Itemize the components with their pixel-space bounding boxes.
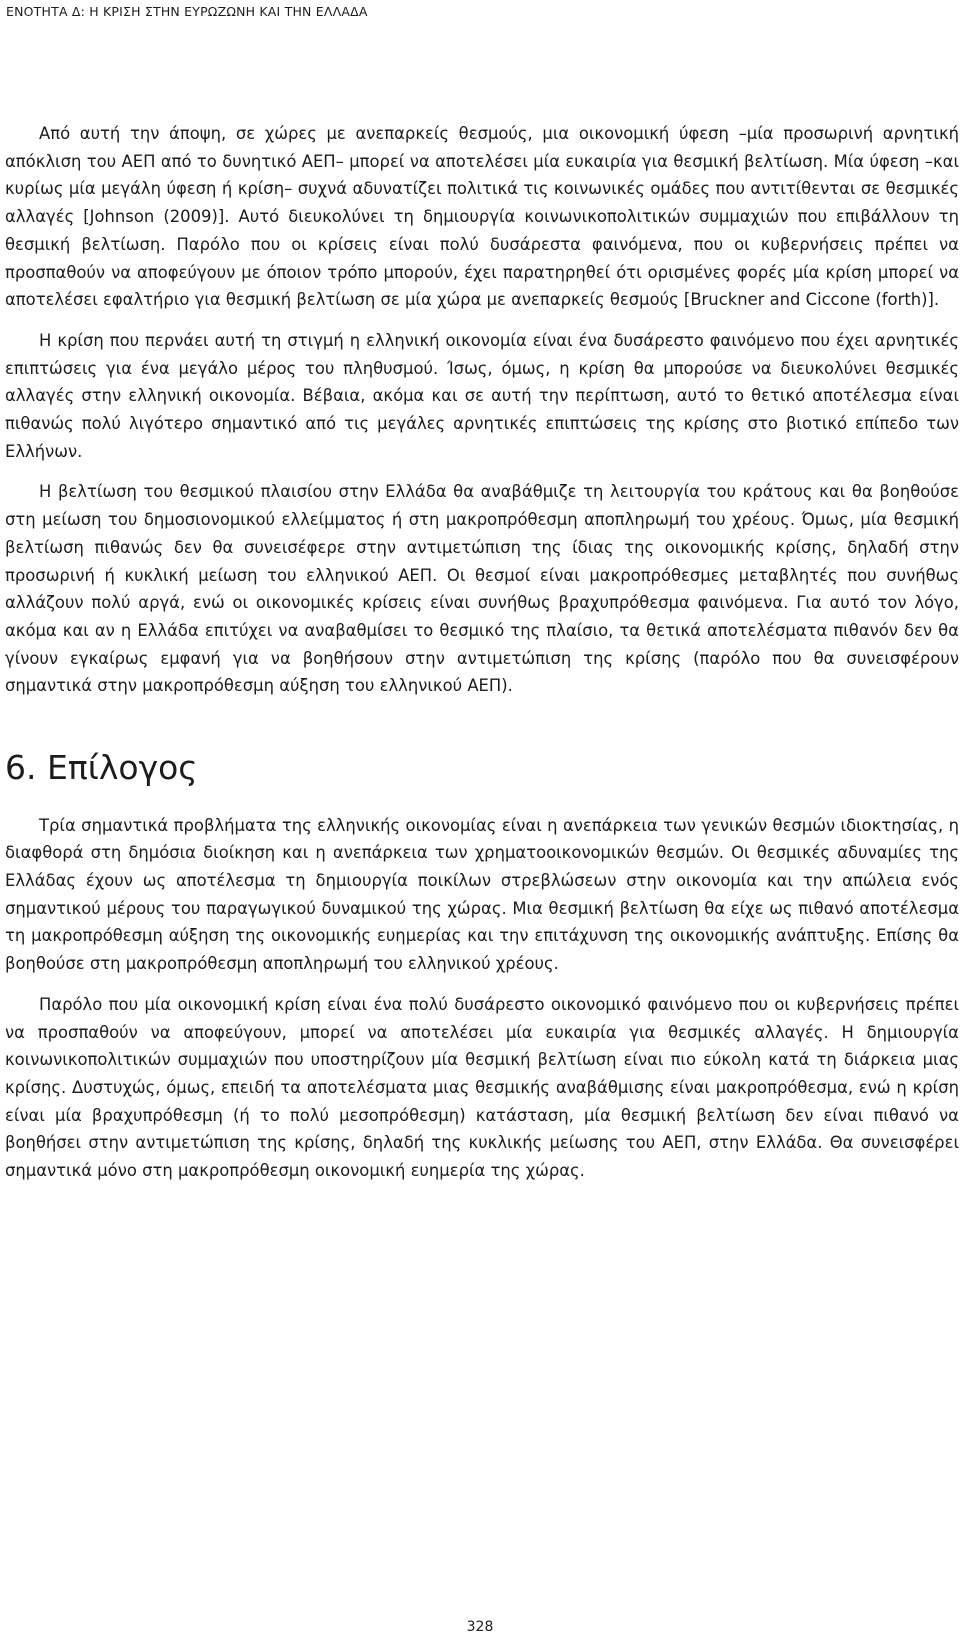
page-number: 328 xyxy=(466,1619,494,1635)
running-header: ΕΝΟΤΗΤΑ Δ: Η ΚΡΙΣΗ ΣΤΗΝ ΕΥΡΩΖΩΝΗ ΚΑΙ ΤΗΝ ΕΛΛΑΔΑ xyxy=(6,4,368,19)
paragraph: Παρόλο που μία οικονομική κρίση είναι ένα πολύ δυσάρεστο οικονομικό φαινόμενο που οι κυβερνήσεις πρέπει να προσπαθούν να αποφεύγουν, μπορεί να αποτελέσει μία ευκαιρία για θεσμικές αλλαγές. Η δημιουργία κοινωνικοπολιτικών συμμαχιών που υποστηρίζουν μία θεσμική βελτίωση είναι πιο εύκολη κατά τη διάρκεια μιας κρίσης. Δυστυχώς, όμως, επειδή τα αποτελέσματα μιας θεσμικής αναβάθμισης είναι μακροπρόθεσμα, ενώ η κρίση είναι μία βραχυπρόθεσμη (ή το πολύ μεσοπρόθεσμη) κατάσταση, μία θεσμική βελτίωση δεν είναι πιθανό να βοηθήσει στην αντιμετώπιση της κρίσης, δηλαδή της κυκλικής μείωσης του ΑΕΠ, στην Ελλάδα. Θα συνεισφέρει σημαντικά μόνο στη μακροπρόθεσμη οικονομική ευημερία της χώρας. xyxy=(5,994,959,1181)
section-heading: 6. Επίλογος xyxy=(5,748,198,788)
paragraph: Τρία σημαντικά προβλήματα της ελληνικής οικονομίας είναι η ανεπάρκεια των γενικών θεσμών ιδιοκτησίας, η διαφθορά στη δημόσια διοίκηση και η ανεπάρκεια των χρηματοοικονομικών θεσμών. Οι θεσμικές αδυναμίες της Ελλάδας έχουν ως αποτέλεσμα τη δημιουργία ποικίλων στρεβλώσεων στην οικονομία και την απώλεια ενός σημαντικού μέρους του παραγωγικού δυναμικού της χώρας. Μια θεσμική βελτίωση θα είχε ως πιθανό αποτέλεσμα τη μακροπρόθεσμη αύξηση της οικονομικής ευημερίας και την επιτάχυνση της οικονομικής ανάπτυξης. Επίσης θα βοηθούσε στη μακροπρόθεσμη αποπληρωμή του ελληνικού χρέους. xyxy=(5,815,959,974)
section-before-heading xyxy=(5,120,959,700)
paragraph: Από αυτή την άποψη, σε χώρες με ανεπαρκείς θεσμούς, μια οικονομική ύφεση –μία προσωρινή αρνητική απόκλιση του ΑΕΠ από το δυνητικό ΑΕΠ– μπορεί να αποτελέσει μία ευκαιρία για θεσμική βελτίωση. Μία ύφεση –και κυρίως μία μεγάλη ύφεση ή κρίση– συχνά αδυνατίζει πολιτικά τις κοινωνικές ομάδες που αντιτίθενται σε θεσμικές αλλαγές [Johnson (2009)]. Αυτό διευκολύνει τη δημιουργία κοινωνικοπολιτικών συμμαχιών που επιβάλλουν τη θεσμική βελτίωση. Παρόλο που οι κρίσεις είναι πολύ δυσάρεστα φαινόμενα, που οι κυβερνήσεις πρέπει να προσπαθούν να αποφεύγουν με όποιον τρόπο μπορούν, έχει παρατηρηθεί ότι ορισμένες φορές μία κρίση μπορεί να αποτελέσει εφαλτήριο για θεσμική βελτίωση σε μία χώρα με ανεπαρκείς θεσμούς [Bruckner and Ciccone (forth)]. xyxy=(5,124,959,310)
paragraph: Η βελτίωση του θεσμικού πλαισίου στην Ελλάδα θα αναβάθμιζε τη λειτουργία του κράτους και θα βοηθούσε στη μείωση του δημοσιονομικού ελλείμματος ή στη μακροπρόθεσμη αποπληρωμή του χρέους. Όμως, μία θεσμική βελτίωση πιθανώς δεν θα συνεισέφερε στην αντιμετώπιση της ίδιας της οικονομικής κρίσης, δηλαδή στην προσωρινή ή κυκλική μείωση του ελληνικού ΑΕΠ. Οι θεσμοί είναι μακροπρόθεσμες μεταβλητές που συνήθως αλλάζουν πολύ αργά, ενώ οι οικονομικές κρίσεις είναι συνήθως βραχυπρόθεσμα φαινόμενα. Για αυτό τον λόγο, ακόμα και αν η Ελλάδα επιτύχει να αναβαθμίσει το θεσμικό της πλαίσιο, τα θετικά αποτελέσματα πιθανόν δεν θα γίνουν εγκαίρως εμφανή για να βοηθήσουν στην αντιμετώπιση της κρίσης (παρόλο που θα συνεισφέρουν σημαντικά στην μακροπρόθεσμη αύξηση του ελληνικού ΑΕΠ). xyxy=(5,482,959,696)
page-body xyxy=(5,120,959,1185)
paragraph: Η κρίση που περνάει αυτή τη στιγμή η ελληνική οικονομία είναι ένα δυσάρεστο φαινόμενο που έχει αρνητικές επιπτώσεις για ένα μεγάλο μέρος του πληθυσμού. Ίσως, όμως, η κρίση θα μπορούσε να διευκολύνει θεσμικές αλλαγές στην ελληνική οικονομία. Βέβαια, ακόμα και σε αυτή την περίπτωση, αυτό το θετικό αποτέλεσμα είναι πιθανώς πολύ λιγότερο σημαντικό από τις μεγάλες αρνητικές επιπτώσεις της κρίσης στο βιοτικό επίπεδο των Ελλήνων. xyxy=(5,330,959,461)
section-after-heading xyxy=(5,812,959,1185)
